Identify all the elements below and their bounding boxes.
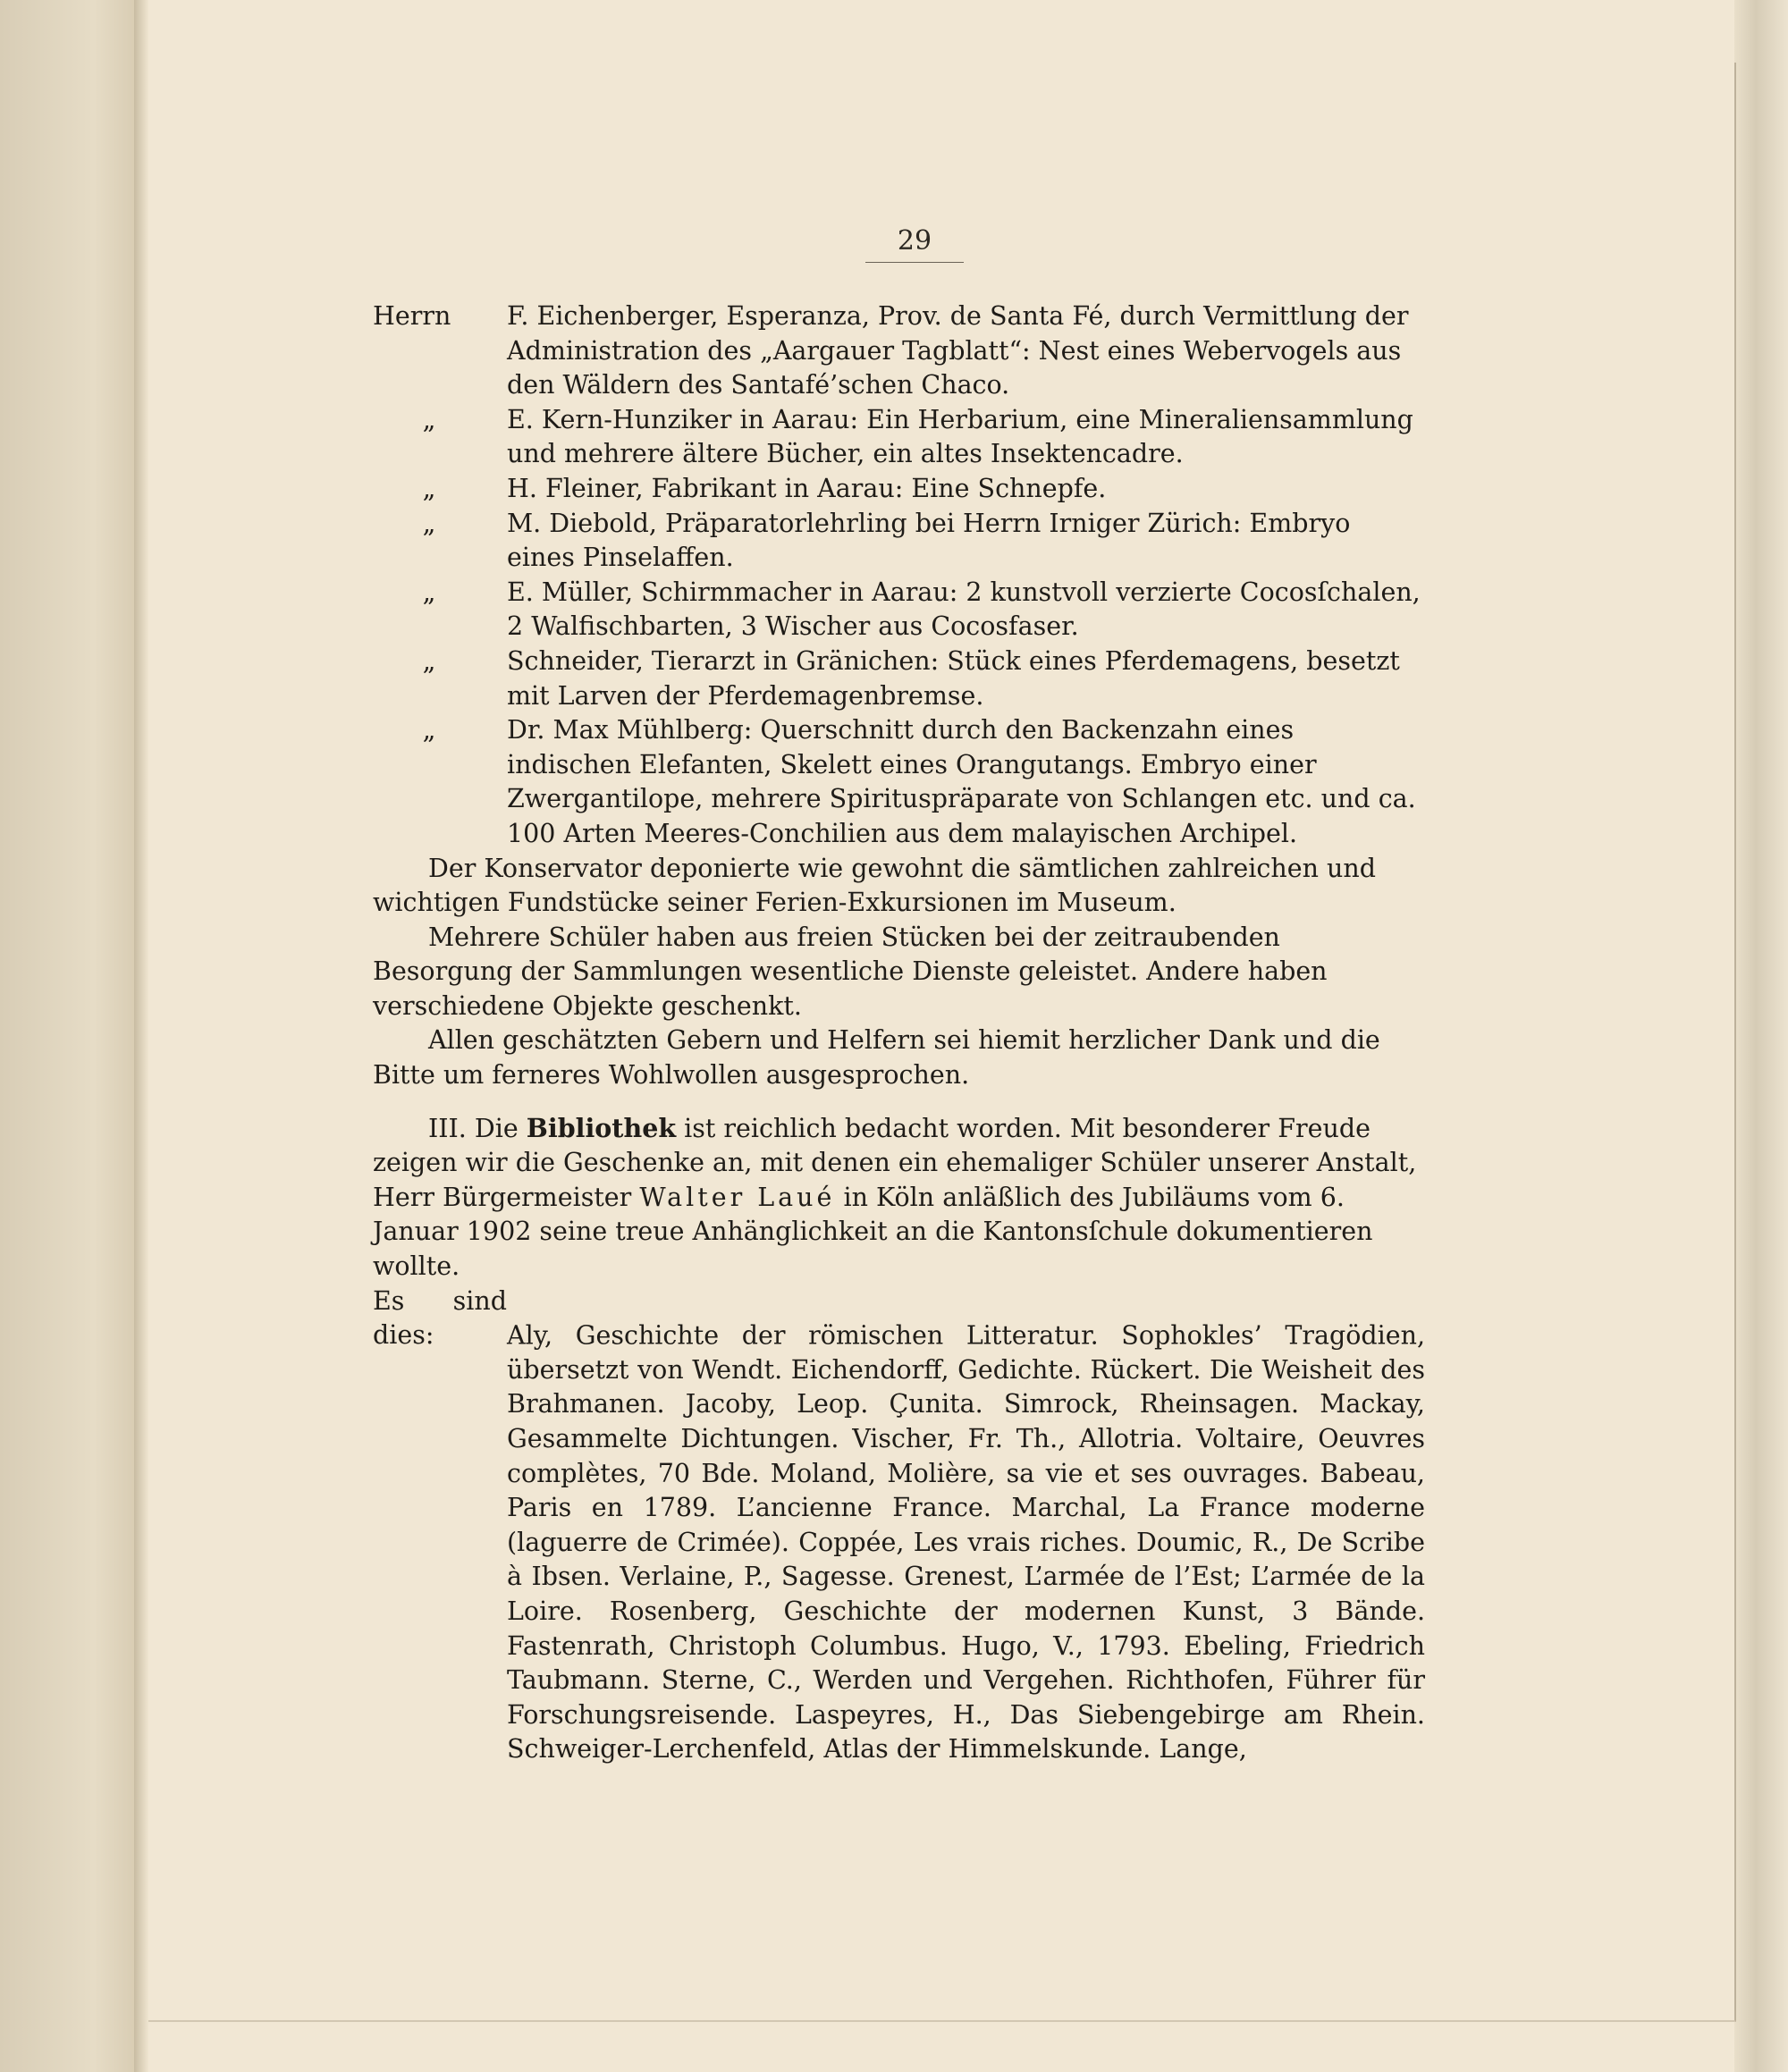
donor-entry (373, 644, 1425, 713)
entry-text: H. Fleiner, Fabrikant in Aarau: Eine Schnepfe. (507, 473, 1107, 503)
paragraph-dank: Allen geschätzten Gebern und Helfern sei hiemit herzlicher Dank und die Bitte um ferneres Wohlwollen ausgesprochen. (373, 1025, 1380, 1091)
page-body (373, 299, 1425, 1767)
ditto-mark: „ (422, 473, 436, 503)
facing-page-edge (0, 0, 134, 2072)
library-text: ist reichlich bedacht worden. Mit besonderer Freude zeigen wir die Geschenke an, mit denen ein ehemaliger Schüler unserer Anstalt, Herr Bürgermeister (373, 1113, 1417, 1212)
book-list (373, 1284, 1425, 1767)
entry-text: M. Diebold, Präparatorlehrling bei Herrn Irniger Zürich: Embryo eines Pinselaffen. (507, 508, 1351, 573)
entry-text: E. Kern-Hunziker in Aarau: Ein Herbarium, eine Mineraliensammlung und mehrere ältere Bücher, ein altes Insektencadre. (507, 404, 1413, 469)
page-stack-edge (1734, 0, 1788, 2072)
ditto-mark: „ (422, 404, 436, 434)
ditto-mark: „ (422, 577, 436, 607)
entry-text: Dr. Max Mühlberg: Querschnitt durch den Backenzahn eines indischen Elefanten, Skelett eines Orangutangs. Embryo einer Zwergantilope, mehrere Spirituspräparate von Schlangen etc. und ca. 100 Arten Meeres-Conchilien aus dem malayischen Archipel. (507, 715, 1416, 848)
ditto-mark: „ (422, 508, 436, 538)
entry-text: Schneider, Tierarzt in Gränichen: Stück eines Pferdemagens, besetzt mit Larven der Pferdemagenbremse. (507, 645, 1400, 711)
entry-lead: Herrn (373, 301, 451, 331)
donor-name: Walter Laué (639, 1182, 836, 1212)
entry-text: E. Müller, Schirmmacher in Aarau: 2 kunstvoll verzierte Cocosſchalen, 2 Walfischbarten, 3 Wischer aus Cocosfaser. (507, 577, 1421, 642)
donor-entry (373, 403, 1425, 472)
paragraph-schueler: Mehrere Schüler haben aus freien Stücken bei der zeitraubenden Besorgung der Sammlungen wesentliche Dienste geleistet. Andere haben verschiedene Objekte geschenkt. (373, 922, 1328, 1021)
paragraph-bibliothek (373, 1111, 1425, 1284)
donor-entry (373, 299, 1425, 403)
book-gutter (134, 0, 148, 2072)
book-list-text: Aly, Geschichte der römischen Litteratur. Sophokles’ Tragödien, übersetzt von Wendt. Eichendorff, Gedichte. Rückert. Die Weisheit des Brahmanen. Jacoby, Leop. Çunita. Simrock, Rheinsagen. Mackay, Gesammelte Dichtungen. Vischer, Fr. Th., Allotria. Voltaire, Oeuvres complètes, 70 Bde. Moland, Molière, sa vie et ses ouvrages. Babeau, Paris en 1789. L’ancienne France. Marchal, La France moderne (laguerre de Crimée). Coppée, Les vrais riches. Doumic, R., De Scribe à Ibsen. Verlaine, P., Sagesse. Grenest, L’armée de l’Est; L’armée de la Loire. Rosenberg, Geschichte der modernen Kunst, 3 Bände. Fastenrath, Christoph Columbus. Hugo, V., 1793. Ebeling, Friedrich Taubmann. Sterne, C., Werden und Vergehen. Richthofen, Führer für Forschungsreisende. Laspeyres, H., Das Siebengebirge am Rhein. Schweiger-Lerchenfeld, Atlas der Himmelskunde. Lange, (507, 1320, 1425, 1765)
donor-entry (373, 576, 1425, 644)
entry-text: F. Eichenberger, Esperanza, Prov. de Santa Fé, durch Vermittlung der Administration des „Aargauer Tagblatt“: Nest eines Webervogels aus den Wäldern des Santafé’schen Chaco. (507, 301, 1409, 400)
donor-entry (373, 472, 1425, 507)
ditto-mark: „ (422, 715, 436, 745)
section-numeral: III. Die (428, 1113, 519, 1143)
donor-entry (373, 507, 1425, 576)
page-number: 29 (865, 225, 964, 263)
book-list-lead: Es sind dies: (373, 1285, 507, 1351)
paragraph-konservator: Der Konservator deponierte wie gewohnt die sämtlichen zahlreichen und wichtigen Fundstücke seiner Ferien-Exkursionen im Museum. (373, 853, 1376, 918)
library-text: in Köln anläßlich des Jubiläums vom 6. Januar 1902 seine treue Anhänglichkeit an die Kantonsſchule dokumentieren wollte. (373, 1182, 1373, 1282)
ditto-mark: „ (422, 645, 436, 676)
donor-entry (373, 713, 1425, 851)
section-keyword: Bibliothek (526, 1112, 677, 1143)
